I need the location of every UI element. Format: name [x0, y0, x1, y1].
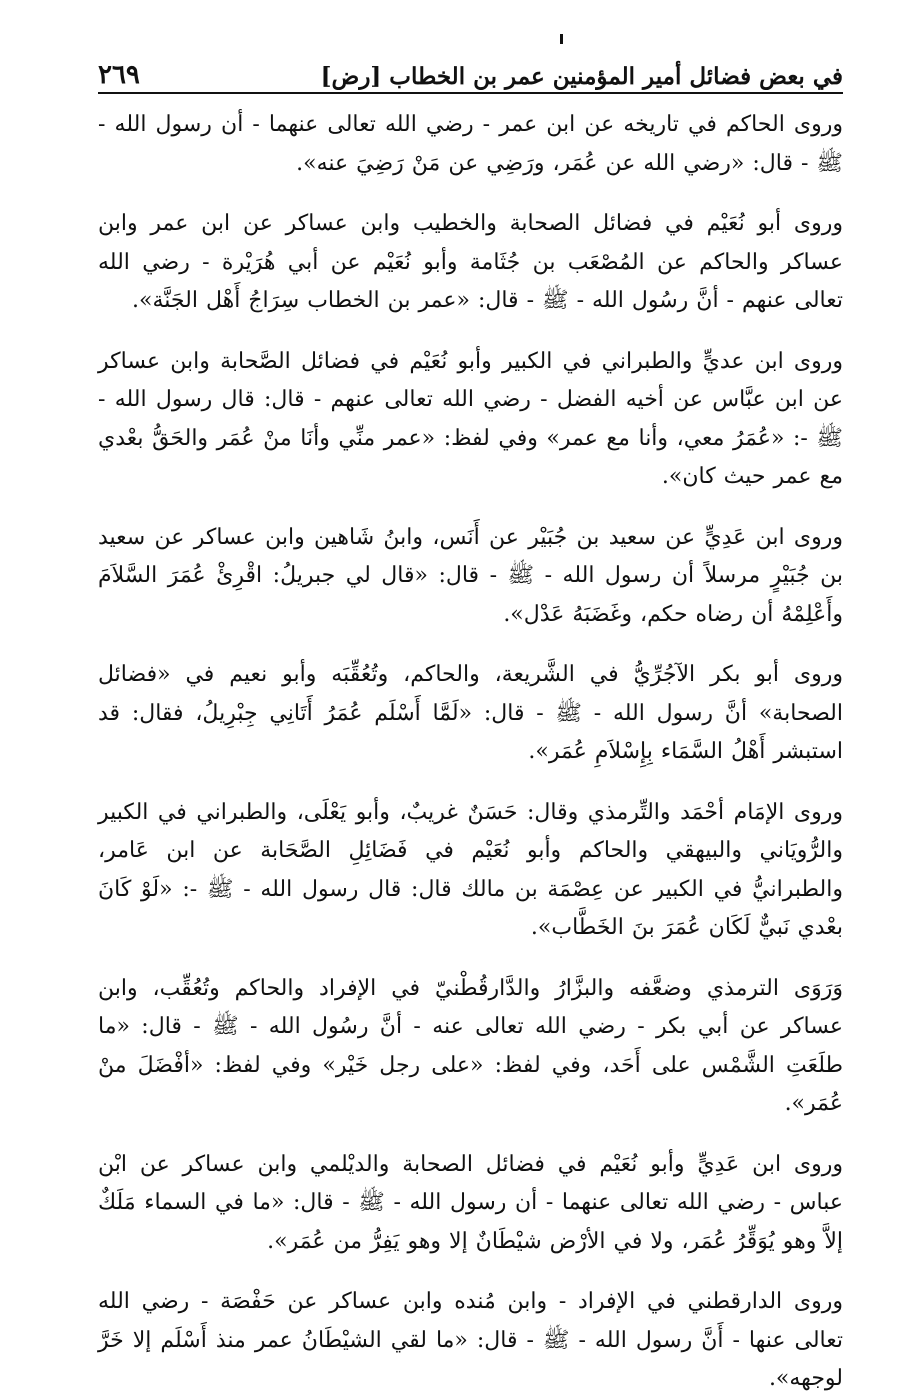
- page-body: [98, 94, 843, 1399]
- paragraph: وروى الإمَام أحْمَد والتِّرمذي وقال: حَسَنٌ غريبٌ، وأبو يَعْلَى، والطبراني في الكبير والرُّويَاني والبيهقي والحاكم وأبو نُعَيْم في فَضَائِلِ الصَّحَابة عن ابن عَامر، والطبرانيُّ في الكبير عن عِصْمَة بن مالك قال: قال رسول الله - ﷺ -: «لَوْ كَانَ بعْدي نَبيٌّ لَكَان عُمَرَ بنَ الخَطَّاب».: [98, 799, 844, 940]
- paragraph: وروى ابن عديٍّ والطبراني في الكبير وأبو نُعَيْم في فضائل الصَّحابة وابن عساكر عن ابن عبَّاس عن أخيه الفضل - رضي الله تعالى عنهم - قال: قال رسول الله - ﷺ -: «عُمَرُ معي، وأنا مع عمر» وفي لفظ: «عمر منِّي وأنَا منْ عُمَر والحَقُّ بعْدي مع عمر حيث كان».: [98, 348, 843, 489]
- running-header: [98, 48, 843, 94]
- paragraph: وروى ابن عَدِيٍّ عن سعيد بن جُبَيْر عن أَنَس، وابنُ شَاهين وابن عساكر عن سعيد بن جُبَيْرٍ مرسلاً أن رسول الله - ﷺ - قال: «قال لي جبريلُ: اقْرِئْ عُمَرَ السَّلاَمَ وأَعْلِمْهُ أن رضاه حكم، وغَضَبَهُ عَدْل».: [98, 524, 843, 627]
- paragraph: وروى أبو بكر الآجُرِّيُّ في الشَّريعة، والحاكم، وتُعُقِّبَه وأبو نعيم في «فضائل الصحابة» أنَّ رسول الله - ﷺ - قال: «لَمَّا أَسْلَم عُمَرُ أَتَانِي جِبْرِيلُ، فقال: قد استبشر أَهْلُ السَّمَاء بِإِسْلاَمِ عُمَر».: [98, 662, 843, 764]
- paragraph: وروى الدارقطني في الإفراد - وابن مُنده وابن عساكر عن حَفْصَة - رضي الله تعالى عنها - أَنَّ رسول الله - ﷺ - قال: «ما لقي الشيْطَانُ عمر منذ أَسْلَم إلا خَرَّ لوجهه».: [98, 1289, 843, 1391]
- paragraph: وروى ابن عَدِيٍّ وأبو نُعَيْم في فضائل الصحابة والديْلمي وابن عساكر عن ابْن عباس - رضي الله تعالى عنهما - أن رسول الله - ﷺ - قال: «ما في السماء مَلَكٌ إلاَّ وهو يُوَقِّرُ عُمَر، ولا في الأرْض شيْطَانٌ إلا وهو يَفِرُّ من عُمَر».: [98, 1151, 843, 1254]
- paragraph: وروى أبو نُعَيْم في فضائل الصحابة والخطيب وابن عساكر عن ابن عمر وابن عساكر والحاكم عن المُصْعَب بن جُثَامة وأبو نُعَيْم عن أبي هُرَيْرة - رضي الله تعالى عنهم - أنَّ رسُول الله - ﷺ - قال: «عمر بن الخطاب سِرَاجُ أَهْل الجَنَّة».: [98, 211, 843, 313]
- paragraph: وروى الحاكم في تاريخه عن ابن عمر - رضي الله تعالى عنهما - أن رسول الله - ﷺ - قال: «رضي الله عن عُمَر، ورَضِي عن مَنْ رَضِيَ عنه».: [98, 112, 843, 176]
- header-title: في بعض فضائل أمير المؤمنين عمر بن الخطاب [رض]: [320, 63, 843, 90]
- print-mark: [560, 34, 563, 44]
- page-number: ٢٦٩: [98, 60, 140, 90]
- paragraph: وَرَوَى الترمذي وضعَّفه والبزَّارُ والدَّارقُطْنيّ في الإفراد والحاكم وتُعُقِّب، وابن عساكر عن أبي بكر - رضي الله تعالى عنه - أنَّ رسُول الله - ﷺ - قال: «ما طلَعَتِ الشَّمْس على أَحَد، وفي لفظ: «على رجل خَيْر» وفي لفظ: «أفْضَلَ منْ عُمَر».: [98, 975, 843, 1116]
